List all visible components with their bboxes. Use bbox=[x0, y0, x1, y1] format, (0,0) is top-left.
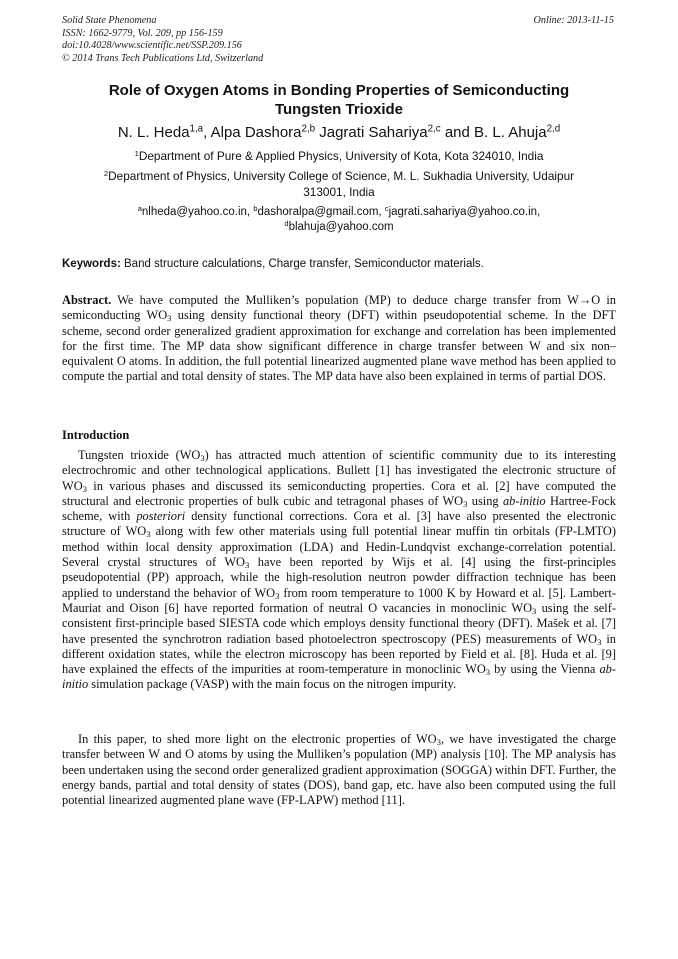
keywords-label: Keywords: bbox=[62, 258, 121, 270]
text: using bbox=[467, 493, 503, 508]
aff-text: 313001, India bbox=[303, 185, 375, 199]
subscript: 3 bbox=[532, 606, 537, 617]
email-list bbox=[62, 205, 616, 235]
paper-title bbox=[62, 82, 616, 119]
author-name: Alpa Dashora bbox=[210, 124, 302, 141]
aff-sup: 1 bbox=[134, 148, 139, 158]
email[interactable]: dashoralpa@gmail.com, bbox=[257, 206, 385, 218]
journal-header bbox=[62, 15, 263, 65]
email[interactable]: blahuja@yahoo.com bbox=[288, 221, 394, 233]
section-heading-introduction: Introduction bbox=[62, 428, 130, 442]
intro-paragraph-1 bbox=[62, 448, 616, 693]
author-sep: and bbox=[440, 124, 475, 141]
author-sep: , bbox=[203, 124, 211, 141]
text: density functional corrections. Cora et al. [3] have also presented the electronic structure of WO bbox=[62, 509, 616, 539]
subscript: 3 bbox=[463, 499, 468, 510]
author-sup: 2,b bbox=[301, 123, 316, 135]
italic-text: ab-initio bbox=[62, 662, 616, 692]
author-list bbox=[62, 124, 616, 142]
author-sup: 2,d bbox=[546, 123, 561, 135]
email[interactable]: nlheda@yahoo.co.in, bbox=[141, 206, 254, 218]
text: , we have investigated the charge transfer between W and O atoms by using the Mulliken’s population (MP) analysis [10]. The MP analysis has been undertaken using the second order generalized gradient approximation (SOGGA) within DFT. Further, the energy bands, partial and total density of states (DOS), band gap, etc. have also been computed using the full potential linearized augmented plane wave (FP-LAPW) method [11]. bbox=[62, 732, 616, 808]
subscript: 3 bbox=[275, 590, 280, 601]
affiliation-2 bbox=[62, 168, 616, 200]
subscript: 3 bbox=[485, 667, 491, 678]
affiliation-1 bbox=[62, 148, 616, 164]
text: have been reported by Wijs et al. [4] using the first-principles pseudopotential (PP) approach, while the high-resolution neutron powder diffraction technique has been applied to understand the behavior of WO bbox=[62, 555, 616, 600]
author-name: Jagrati Sahariya bbox=[319, 124, 428, 141]
italic-text: ab-initio bbox=[502, 493, 546, 508]
abstract-text: We have computed the Mulliken’s population (MP) to deduce charge transfer from W→O in semiconducting WO bbox=[62, 293, 616, 323]
text: using the self-consistent first-principle based SIESTA code which employs density functional theory (DFT). Mašek et al. [7] have presented the synchrotron radiation based photoelectron spectroscopy (PES) measurements of WO bbox=[62, 600, 616, 646]
aff-sup: 2 bbox=[103, 168, 109, 178]
text: ) has attracted much attention of scientific community due to its interesting electrochromic and other technological applications. Bullett [1] has investigated the electronic structure of WO bbox=[62, 448, 616, 493]
email-sup: c bbox=[384, 203, 389, 213]
author-name: N. L. Heda bbox=[117, 124, 190, 141]
italic-text: posteriori bbox=[136, 509, 186, 524]
subscript: 3 bbox=[167, 313, 172, 324]
abstract-label: Abstract. bbox=[62, 293, 112, 307]
text: Tungsten trioxide (WO bbox=[78, 448, 201, 462]
author-sup: 1,a bbox=[189, 123, 204, 135]
text: in different oxidation states, while the electron microscopy has been reported by Field et al. [8]. Huda et al. [9] have explained the effects of the impurities at room-temperature in monoclinic WO bbox=[62, 631, 616, 677]
email-sup: b bbox=[253, 203, 258, 213]
email-sup: a bbox=[137, 203, 142, 213]
title-line-1: Role of Oxygen Atoms in Bonding Properties of Semiconducting bbox=[108, 82, 570, 99]
online-date: Online: 2013-11-15 bbox=[533, 15, 614, 26]
author-name: B. L. Ahuja bbox=[474, 124, 547, 141]
text: In this paper, to shed more light on the electronic properties of WO bbox=[78, 732, 437, 746]
subscript: 3 bbox=[82, 483, 87, 494]
title-line-2: Tungsten Trioxide bbox=[274, 100, 404, 118]
abstract-text: using density functional theory (DFT) within pseudopotential scheme. In the DFT scheme, second order generalized gradient approximation for exchange and correlation has been implemented for the first time. The MP data show significant difference in charge transfer between W and six non–equivalent O atoms. In addition, the full potential linearized augmented plane wave method has been applied to compute the partial and total density of states. The MP data have also been explained in terms of partial DOS. bbox=[62, 308, 616, 384]
copyright: © 2014 Trans Tech Publications Ltd, Switzerland bbox=[62, 52, 264, 64]
aff-text: Department of Pure & Applied Physics, University of Kota, Kota 324010, India bbox=[138, 149, 544, 163]
issn: ISSN: 1662-9779, Vol. 209, pp 156-159 bbox=[62, 27, 223, 39]
text: Hartree-Fock scheme, with bbox=[62, 493, 617, 524]
text: simulation package (VASP) with the main focus on the nitrogen impurity. bbox=[88, 677, 457, 692]
text: from room temperature to 1000 K by Howard et al. [5]. Lambert-Mauriat and Oison [6] have reported formation of neutral O vacancies in monoclinic WO bbox=[62, 585, 616, 615]
text: by using the Vienna bbox=[490, 662, 600, 677]
author-sup: 2,c bbox=[427, 123, 441, 135]
email-sup: d bbox=[284, 218, 289, 228]
abstract bbox=[62, 293, 616, 385]
subscript: 3 bbox=[146, 529, 151, 540]
intro-paragraph-2 bbox=[62, 732, 616, 808]
subscript: 3 bbox=[244, 560, 250, 571]
subscript: 3 bbox=[200, 453, 205, 464]
aff-text: Department of Physics, University College of Science, M. L. Sukhadia University, Udaipur bbox=[108, 169, 575, 183]
subscript: 3 bbox=[597, 636, 602, 647]
text: in various phases and discussed its semiconducting properties. Cora et al. [2] have computed the structural and electronic properties of bulk cubic and tetragonal phases of WO bbox=[62, 478, 616, 508]
email[interactable]: jagrati.sahariya@yahoo.co.in, bbox=[388, 206, 541, 218]
subscript: 3 bbox=[436, 737, 441, 748]
keywords-text: Band structure calculations, Charge transfer, Semiconductor materials. bbox=[124, 258, 484, 270]
doi[interactable]: doi:10.4028/www.scientific.net/SSP.209.156 bbox=[62, 40, 242, 52]
text: along with few other materials using full potential linear muffin tin orbitals (FP-LMTO) method within local density approximation (LDA) and Hedin-Lundqvist exchange-correlation potential. Several crystal structures of WO bbox=[62, 524, 616, 570]
journal-name: Solid State Phenomena bbox=[62, 15, 157, 26]
keywords bbox=[62, 257, 616, 271]
